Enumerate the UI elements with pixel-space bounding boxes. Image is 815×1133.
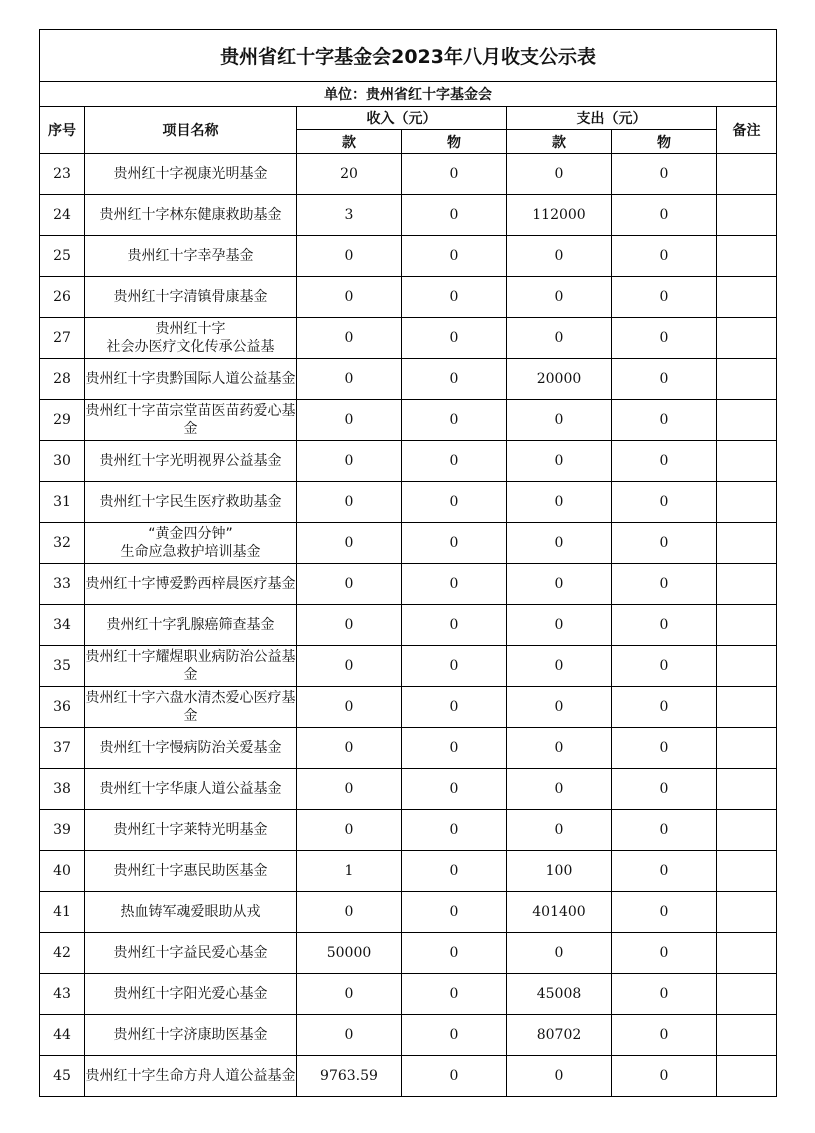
cell-name: 贵州红十字林东健康救助基金 (85, 195, 297, 236)
cell-expense-cash: 112000 (507, 195, 612, 236)
cell-expense-cash: 0 (507, 441, 612, 482)
cell-seq: 26 (40, 277, 85, 318)
cell-expense-goods: 0 (612, 728, 717, 769)
cell-expense-cash: 0 (507, 154, 612, 195)
cell-remark (717, 769, 777, 810)
cell-remark (717, 605, 777, 646)
cell-seq: 37 (40, 728, 85, 769)
cell-income-goods: 0 (402, 1015, 507, 1056)
table-row (40, 236, 777, 277)
cell-expense-goods: 0 (612, 482, 717, 523)
cell-expense-cash: 100 (507, 851, 612, 892)
cell-seq: 33 (40, 564, 85, 605)
cell-income-goods: 0 (402, 646, 507, 687)
cell-seq: 45 (40, 1056, 85, 1097)
cell-seq: 29 (40, 400, 85, 441)
table-row (40, 851, 777, 892)
cell-income-goods: 0 (402, 400, 507, 441)
cell-remark (717, 810, 777, 851)
cell-remark (717, 400, 777, 441)
table-row (40, 974, 777, 1015)
cell-income-cash: 0 (297, 769, 402, 810)
header-remark: 备注 (717, 107, 777, 154)
cell-expense-goods: 0 (612, 318, 717, 359)
cell-name: 贵州红十字苗宗堂苗医苗药爱心基金 (85, 400, 297, 441)
header-seq: 序号 (40, 107, 85, 154)
cell-income-goods: 0 (402, 359, 507, 400)
cell-income-goods: 0 (402, 1056, 507, 1097)
cell-name: 贵州红十字生命方舟人道公益基金 (85, 1056, 297, 1097)
table-row (40, 400, 777, 441)
cell-seq: 44 (40, 1015, 85, 1056)
cell-income-cash: 0 (297, 687, 402, 728)
cell-income-cash: 0 (297, 277, 402, 318)
cell-remark (717, 318, 777, 359)
cell-remark (717, 892, 777, 933)
cell-name: 贵州红十字民生医疗救助基金 (85, 482, 297, 523)
table-row (40, 1056, 777, 1097)
cell-name: 贵州红十字光明视界公益基金 (85, 441, 297, 482)
table-row (40, 728, 777, 769)
table-row (40, 892, 777, 933)
cell-expense-goods: 0 (612, 933, 717, 974)
cell-name: 贵州红十字益民爱心基金 (85, 933, 297, 974)
cell-expense-goods: 0 (612, 1056, 717, 1097)
cell-expense-goods: 0 (612, 892, 717, 933)
cell-income-goods: 0 (402, 482, 507, 523)
cell-name: 贵州红十字莱特光明基金 (85, 810, 297, 851)
cell-name: “黄金四分钟” 生命应急救护培训基金 (85, 523, 297, 564)
cell-income-cash: 0 (297, 482, 402, 523)
table-row (40, 605, 777, 646)
cell-seq: 43 (40, 974, 85, 1015)
cell-expense-goods: 0 (612, 974, 717, 1015)
cell-income-cash: 0 (297, 892, 402, 933)
cell-expense-goods: 0 (612, 605, 717, 646)
cell-income-goods: 0 (402, 154, 507, 195)
cell-expense-cash: 0 (507, 605, 612, 646)
cell-expense-cash: 401400 (507, 892, 612, 933)
cell-remark (717, 277, 777, 318)
cell-income-goods: 0 (402, 851, 507, 892)
cell-expense-cash: 0 (507, 728, 612, 769)
cell-expense-goods: 0 (612, 851, 717, 892)
cell-seq: 31 (40, 482, 85, 523)
cell-remark (717, 974, 777, 1015)
cell-remark (717, 728, 777, 769)
cell-expense-goods: 0 (612, 769, 717, 810)
cell-income-cash: 9763.59 (297, 1056, 402, 1097)
table-row (40, 1015, 777, 1056)
cell-income-cash: 0 (297, 728, 402, 769)
cell-name: 贵州红十字幸孕基金 (85, 236, 297, 277)
cell-income-goods: 0 (402, 277, 507, 318)
cell-income-goods: 0 (402, 441, 507, 482)
cell-income-cash: 0 (297, 564, 402, 605)
cell-seq: 30 (40, 441, 85, 482)
cell-seq: 36 (40, 687, 85, 728)
cell-seq: 23 (40, 154, 85, 195)
cell-expense-cash: 0 (507, 564, 612, 605)
cell-income-goods: 0 (402, 687, 507, 728)
cell-remark (717, 154, 777, 195)
cell-name: 贵州红十字济康助医基金 (85, 1015, 297, 1056)
table-row (40, 646, 777, 687)
table-row (40, 687, 777, 728)
cell-remark (717, 687, 777, 728)
table-row (40, 195, 777, 236)
cell-name: 贵州红十字慢病防治关爱基金 (85, 728, 297, 769)
cell-name: 贵州红十字博爱黔西梓晨医疗基金 (85, 564, 297, 605)
cell-expense-goods: 0 (612, 523, 717, 564)
cell-income-goods: 0 (402, 974, 507, 1015)
cell-name: 贵州红十字视康光明基金 (85, 154, 297, 195)
table-row (40, 318, 777, 359)
cell-income-goods: 0 (402, 769, 507, 810)
cell-expense-goods: 0 (612, 400, 717, 441)
cell-expense-cash: 0 (507, 236, 612, 277)
cell-remark (717, 1056, 777, 1097)
header-income: 收入（元） (297, 107, 507, 130)
cell-income-cash: 0 (297, 359, 402, 400)
cell-income-cash: 0 (297, 441, 402, 482)
cell-income-goods: 0 (402, 728, 507, 769)
cell-expense-goods: 0 (612, 236, 717, 277)
cell-remark (717, 236, 777, 277)
table-row (40, 154, 777, 195)
cell-income-goods: 0 (402, 195, 507, 236)
cell-expense-cash: 0 (507, 933, 612, 974)
header-expense: 支出（元） (507, 107, 717, 130)
cell-income-goods: 0 (402, 933, 507, 974)
cell-seq: 27 (40, 318, 85, 359)
cell-seq: 32 (40, 523, 85, 564)
cell-expense-goods: 0 (612, 687, 717, 728)
unit-line: 单位：贵州省红十字基金会 (40, 82, 777, 107)
cell-name: 贵州红十字阳光爱心基金 (85, 974, 297, 1015)
cell-income-goods: 0 (402, 564, 507, 605)
cell-income-cash: 0 (297, 810, 402, 851)
cell-income-goods: 0 (402, 236, 507, 277)
cell-expense-goods: 0 (612, 359, 717, 400)
cell-name: 贵州红十字清镇骨康基金 (85, 277, 297, 318)
cell-income-cash: 0 (297, 400, 402, 441)
header-income-goods: 物 (402, 130, 507, 154)
cell-remark (717, 564, 777, 605)
cell-expense-cash: 0 (507, 1056, 612, 1097)
cell-seq: 24 (40, 195, 85, 236)
cell-income-cash: 0 (297, 605, 402, 646)
cell-name: 贵州红十字惠民助医基金 (85, 851, 297, 892)
cell-expense-cash: 0 (507, 482, 612, 523)
cell-name: 贵州红十字耀煋职业病防治公益基金 (85, 646, 297, 687)
cell-expense-cash: 0 (507, 687, 612, 728)
table-row (40, 482, 777, 523)
cell-remark (717, 933, 777, 974)
cell-expense-cash: 20000 (507, 359, 612, 400)
cell-name: 热血铸军魂爱眼助从戎 (85, 892, 297, 933)
cell-expense-cash: 0 (507, 318, 612, 359)
header-expense-cash: 款 (507, 130, 612, 154)
cell-income-cash: 3 (297, 195, 402, 236)
cell-seq: 38 (40, 769, 85, 810)
cell-expense-cash: 0 (507, 810, 612, 851)
disclosure-table (39, 29, 777, 1097)
cell-expense-goods: 0 (612, 441, 717, 482)
cell-income-cash: 0 (297, 318, 402, 359)
cell-expense-cash: 45008 (507, 974, 612, 1015)
cell-remark (717, 523, 777, 564)
table-row (40, 810, 777, 851)
table-body (40, 154, 777, 1097)
cell-seq: 25 (40, 236, 85, 277)
header-expense-goods: 物 (612, 130, 717, 154)
cell-income-cash: 20 (297, 154, 402, 195)
cell-remark (717, 195, 777, 236)
cell-expense-goods: 0 (612, 1015, 717, 1056)
cell-remark (717, 441, 777, 482)
cell-seq: 41 (40, 892, 85, 933)
table-row (40, 564, 777, 605)
cell-income-cash: 0 (297, 646, 402, 687)
cell-expense-goods: 0 (612, 154, 717, 195)
cell-income-cash: 1 (297, 851, 402, 892)
cell-seq: 35 (40, 646, 85, 687)
cell-name: 贵州红十字华康人道公益基金 (85, 769, 297, 810)
cell-seq: 42 (40, 933, 85, 974)
cell-expense-cash: 0 (507, 523, 612, 564)
cell-name: 贵州红十字贵黔国际人道公益基金 (85, 359, 297, 400)
cell-name: 贵州红十字乳腺癌筛查基金 (85, 605, 297, 646)
cell-seq: 40 (40, 851, 85, 892)
cell-expense-goods: 0 (612, 195, 717, 236)
table-row (40, 933, 777, 974)
table-row (40, 769, 777, 810)
cell-expense-goods: 0 (612, 646, 717, 687)
cell-income-cash: 0 (297, 523, 402, 564)
cell-expense-goods: 0 (612, 564, 717, 605)
cell-income-goods: 0 (402, 810, 507, 851)
cell-expense-goods: 0 (612, 277, 717, 318)
table-row (40, 277, 777, 318)
header-income-cash: 款 (297, 130, 402, 154)
cell-remark (717, 851, 777, 892)
table-row (40, 523, 777, 564)
cell-remark (717, 482, 777, 523)
cell-expense-cash: 0 (507, 400, 612, 441)
cell-income-goods: 0 (402, 605, 507, 646)
cell-seq: 28 (40, 359, 85, 400)
header-name: 项目名称 (85, 107, 297, 154)
table-row (40, 359, 777, 400)
cell-seq: 34 (40, 605, 85, 646)
cell-remark (717, 1015, 777, 1056)
cell-expense-goods: 0 (612, 810, 717, 851)
cell-income-cash: 0 (297, 974, 402, 1015)
cell-expense-cash: 0 (507, 769, 612, 810)
cell-income-cash: 50000 (297, 933, 402, 974)
cell-expense-cash: 0 (507, 646, 612, 687)
cell-income-cash: 0 (297, 236, 402, 277)
cell-income-goods: 0 (402, 892, 507, 933)
cell-income-goods: 0 (402, 523, 507, 564)
cell-remark (717, 646, 777, 687)
table-row (40, 441, 777, 482)
cell-name: 贵州红十字 社会办医疗文化传承公益基 (85, 318, 297, 359)
cell-income-cash: 0 (297, 1015, 402, 1056)
cell-name: 贵州红十字六盘水清杰爱心医疗基金 (85, 687, 297, 728)
cell-expense-cash: 0 (507, 277, 612, 318)
cell-expense-cash: 80702 (507, 1015, 612, 1056)
cell-remark (717, 359, 777, 400)
table-title: 贵州省红十字基金会2023年八月收支公示表 (40, 30, 777, 82)
cell-income-goods: 0 (402, 318, 507, 359)
cell-seq: 39 (40, 810, 85, 851)
